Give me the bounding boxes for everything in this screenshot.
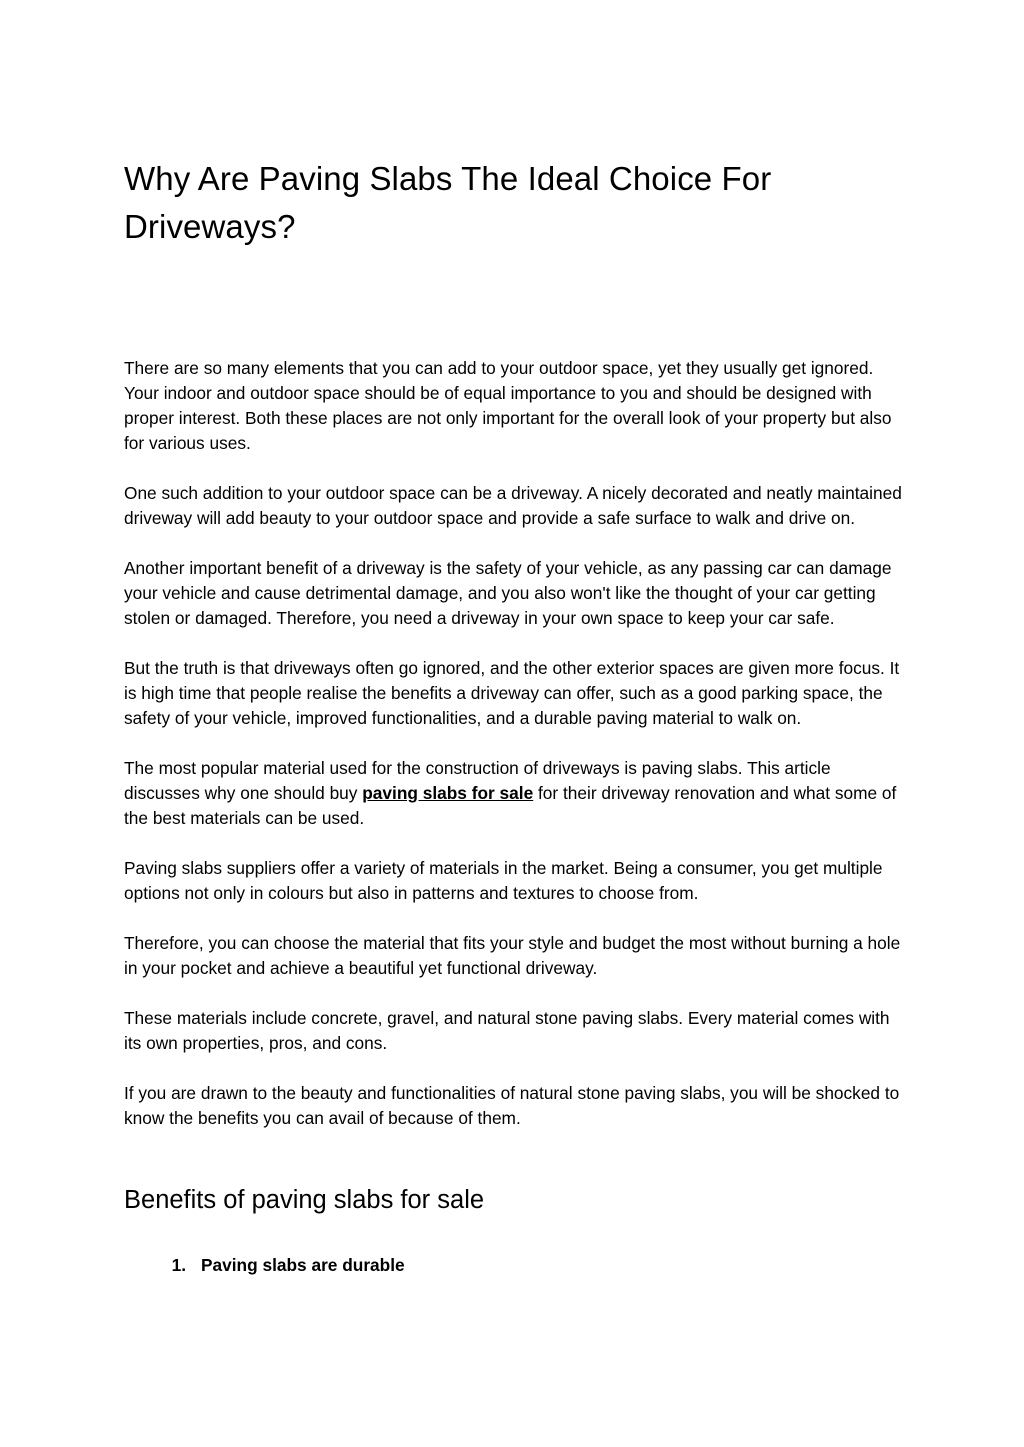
paragraph-intro: There are so many elements that you can add to your outdoor space, yet they usually get ignored. Your indoor and outdoor space should be of equal importance to you and should be designed with proper interest. Both these places are not only important for the overall look of your property but also for various uses.	[124, 358, 892, 453]
list-item-text: Paving slabs are durable	[201, 1255, 405, 1275]
section-heading-benefits: Benefits of paving slabs for sale	[124, 1186, 485, 1214]
paragraph-driveways-ignored: But the truth is that driveways often go ignored, and the other exterior spaces are given more focus. It is high time that people realise the benefits a driveway can offer, such as a good parking space, the safety of your vehicle, improved functionalities, and a durable paving material to walk on.	[124, 658, 900, 728]
paragraph-natural-stone: If you are drawn to the beauty and functionalities of natural stone paving slabs, you will be shocked to know the benefits you can avail of because of them.	[124, 1083, 900, 1128]
document-page	[124, 155, 908, 1278]
document-title: Why Are Paving Slabs The Ideal Choice For Driveways?	[124, 160, 772, 245]
paragraph-choose-material: Therefore, you can choose the material that fits your style and budget the most without burning a hole in your pocket and achieve a beautiful yet functional driveway.	[124, 933, 901, 978]
paragraph-text-before-link: The most popular material used for the construction of driveways is paving slabs. This article discusses why one should buy	[124, 758, 831, 803]
paragraph-driveway-addition: One such addition to your outdoor space can be a driveway. A nicely decorated and neatly maintained driveway will add beauty to your outdoor space and provide a safe surface to walk and drive on.	[124, 483, 902, 528]
list-item	[124, 1253, 908, 1278]
list-item-number: 1.	[171, 1255, 186, 1275]
paragraph-suppliers: Paving slabs suppliers offer a variety of materials in the market. Being a consumer, you get multiple options not only in colours but also in patterns and textures to choose from.	[124, 858, 883, 903]
paragraph-text-after-link: for their driveway renovation and what some of the best materials can be used.	[124, 783, 897, 828]
paragraph-vehicle-safety: Another important benefit of a driveway is the safety of your vehicle, as any passing car can damage your vehicle and cause detrimental damage, and you also won't like the thought of your car getting stolen or damaged. Therefore, you need a driveway in your own space to keep your car safe.	[124, 558, 892, 628]
paving-slabs-for-sale-link[interactable]: paving slabs for sale	[362, 783, 534, 803]
paragraph-popular-material	[124, 756, 908, 831]
document-body	[124, 356, 908, 1131]
paragraph-materials-list: These materials include concrete, gravel, and natural stone paving slabs. Every material comes with its own properties, pros, and cons.	[124, 1008, 890, 1053]
benefits-list	[124, 1253, 908, 1278]
